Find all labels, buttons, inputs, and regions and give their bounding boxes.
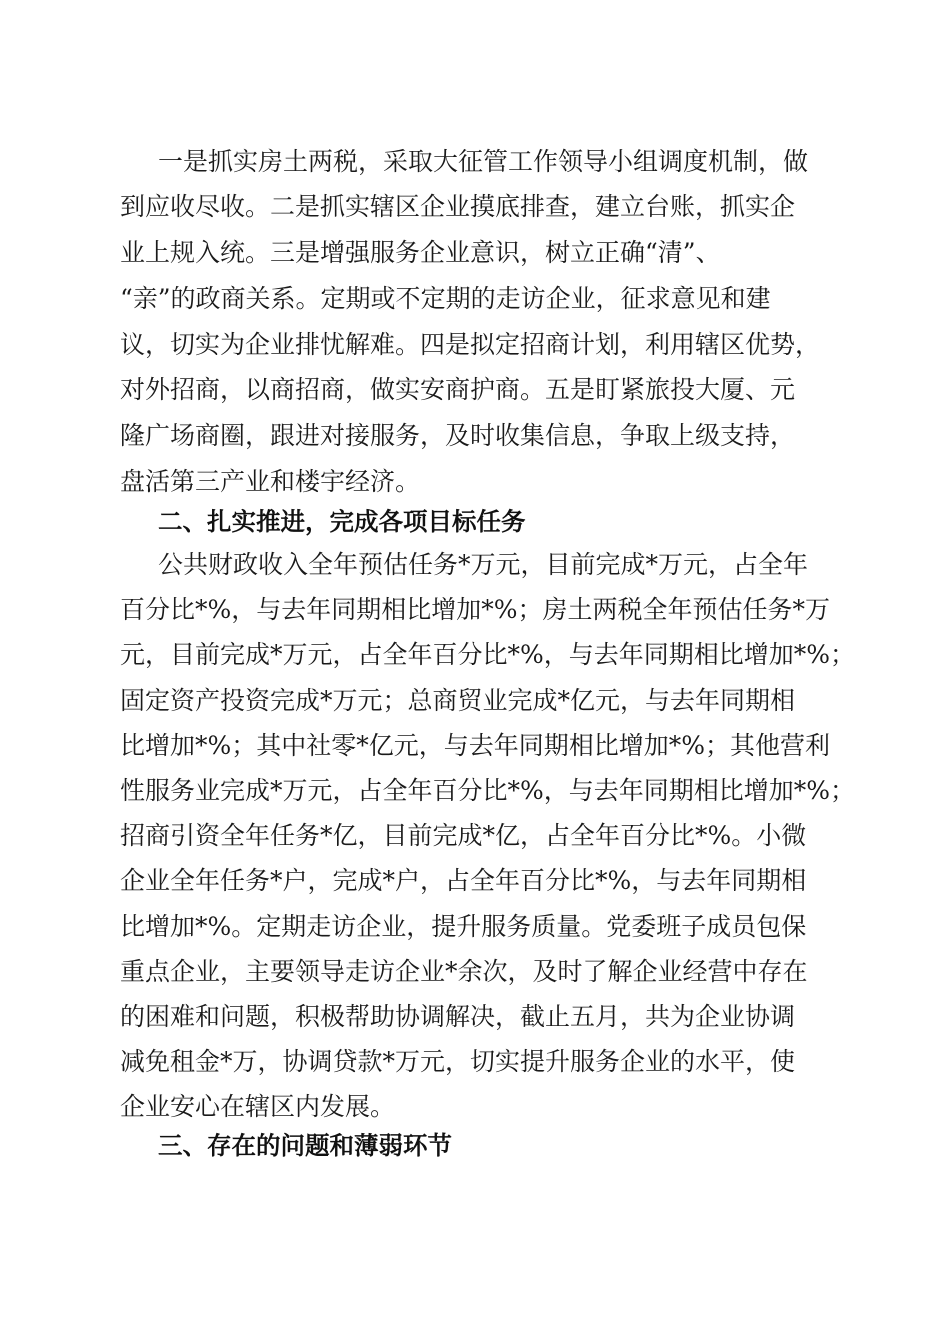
paragraph-1-line-6: 对外招商，以商招商，做实安商护商。五是盯紧旅投大厦、元	[120, 375, 796, 404]
paragraph-2-line-7: 招商引资全年任务*亿，目前完成*亿，占全年百分比*%。小微	[120, 821, 807, 850]
paragraph-2-line-11: 的困难和问题，积极帮助协调解决，截止五月，共为企业协调	[120, 1002, 796, 1031]
section-heading-2: 二、扎实推进，完成各项目标任务	[158, 507, 526, 536]
paragraph-1-line-4: “亲”的政商关系。定期或不定期的走访企业，征求意见和建	[120, 284, 771, 313]
paragraph-1-line-3: 业上规入统。三是增强服务企业意识，树立正确“清”、	[120, 238, 721, 267]
paragraph-1-line-1: 一是抓实房土两税，采取大征管工作领导小组调度机制，做	[158, 147, 809, 176]
paragraph-2-line-5: 比增加*%；其中社零*亿元，与去年同期相比增加*%；其他营利	[120, 731, 831, 760]
paragraph-1-line-8: 盘活第三产业和楼宇经济。	[120, 467, 421, 496]
paragraph-2-line-12: 减免租金*万，协调贷款*万元，切实提升服务企业的水平，使	[120, 1047, 796, 1076]
paragraph-2-line-2: 百分比*%，与去年同期相比增加*%；房土两税全年预估任务*万	[120, 595, 831, 624]
paragraph-1-line-7: 隆广场商圈，跟进对接服务，及时收集信息，争取上级支持，	[120, 421, 796, 450]
paragraph-2-line-6: 性服务业完成*万元，占全年百分比*%，与去年同期相比增加*%；	[120, 776, 856, 805]
paragraph-1-line-2: 到应收尽收。二是抓实辖区企业摸底排查，建立台账，抓实企	[120, 192, 796, 221]
paragraph-2-line-1: 公共财政收入全年预估任务*万元，目前完成*万元，占全年	[158, 550, 809, 579]
paragraph-2-line-9: 比增加*%。定期走访企业，提升服务质量。党委班子成员包保	[120, 912, 807, 941]
paragraph-2-line-3: 元，目前完成*万元，占全年百分比*%，与去年同期相比增加*%；	[120, 640, 856, 669]
section-heading-3: 三、存在的问题和薄弱环节	[158, 1131, 452, 1160]
paragraph-2-line-4: 固定资产投资完成*万元；总商贸业完成*亿元，与去年同期相	[120, 686, 796, 715]
paragraph-2-line-10: 重点企业，主要领导走访企业*余次，及时了解企业经营中存在	[120, 957, 808, 986]
paragraph-2-line-8: 企业全年任务*户，完成*户，占全年百分比*%，与去年同期相	[120, 866, 807, 895]
paragraph-2-line-13: 企业安心在辖区内发展。	[120, 1092, 396, 1121]
paragraph-1-line-5: 议，切实为企业排忧解难。四是拟定招商计划，利用辖区优势，	[120, 330, 821, 359]
